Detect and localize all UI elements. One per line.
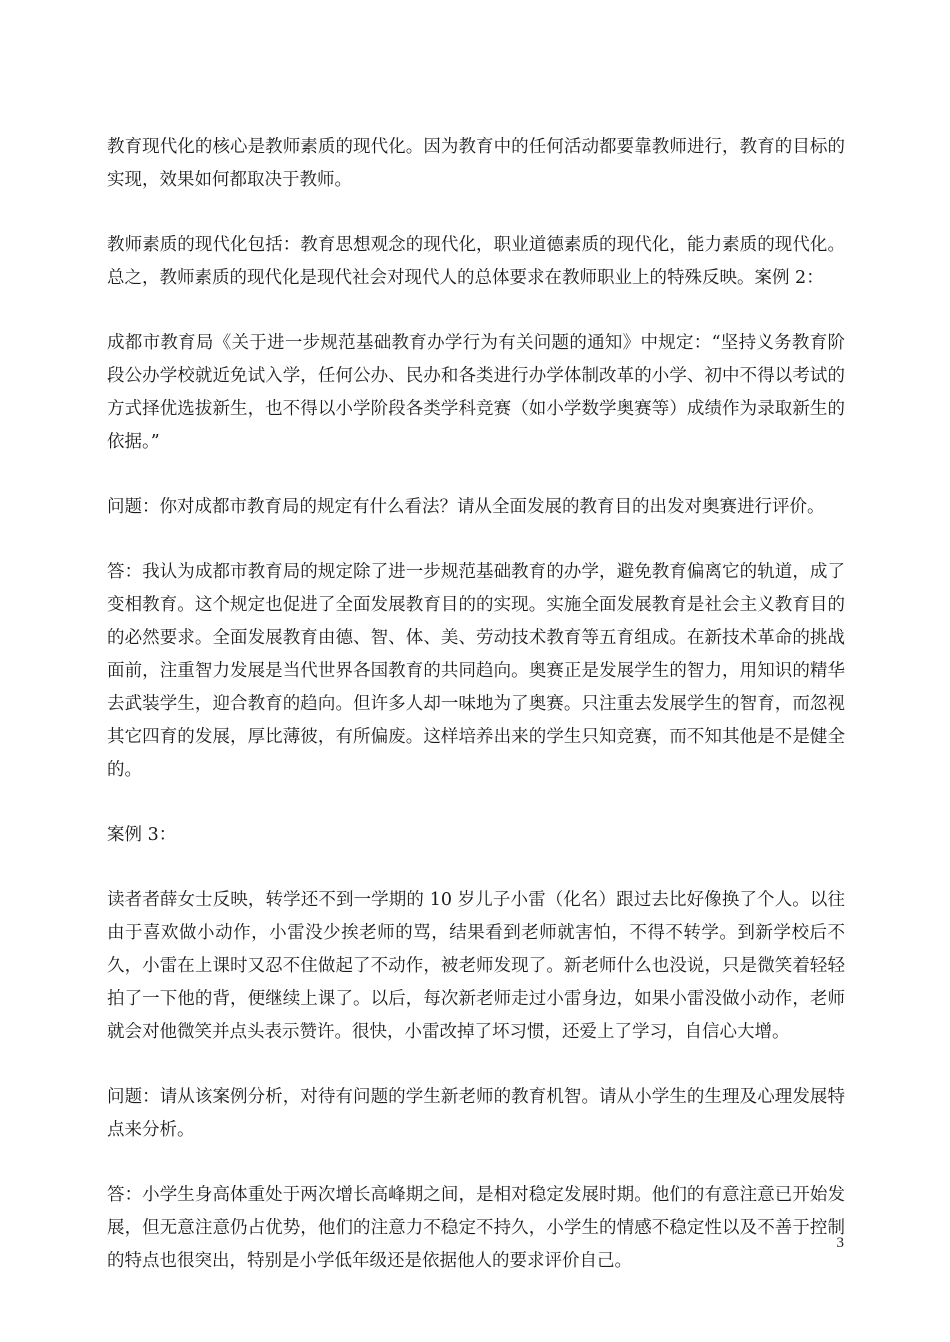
paragraph-case-3-story: 读者者薛女士反映，转学还不到一学期的 10 岁儿子小雷（化名）跟过去比好像换了个人。以往由于喜欢做小动作，小雷没少挨老师的骂，结果看到老师就害怕，不得不转学。到新学校后不久，小雷在上课时又忍不住做起了不动作，被老师发现了。新老师什么也没说，只是微笑着轻轻拍了一下他的背，便继续上课了。以后，每次新老师走过小雷身边，如果小雷没做小动作，老师就会对他微笑并点头表示赞许。很快，小雷改掉了坏习惯，还爱上了学习，自信心大增。 [107,890,845,1042]
paragraph-question-teaching-wisdom: 问题：请从该案例分析，对待有问题的学生新老师的教育机智。请从小学生的生理及心理发展特点来分析。 [107,1087,845,1140]
paragraph-case-3-heading: 案例 3： [107,825,177,845]
paragraph-teacher-quality-content: 教师素质的现代化包括：教育思想观念的现代化，职业道德素质的现代化，能力素质的现代化。总之，教师素质的现代化是现代社会对现代人的总体要求在教师职业上的特殊反映。案例 2： [107,235,845,288]
paragraph-answer-child-development: 答：小学生身高体重处于两次增长高峰期之间，是相对稳定发展时期。他们的有意注意已开始发展，但无意注意仍占优势，他们的注意力不稳定不持久，小学生的情感不稳定性以及不善于控制的特点也很突出，特别是小学低年级还是依据他人的要求评价自己。 [107,1185,845,1271]
paragraph-answer-olympiad: 答：我认为成都市教育局的规定除了进一步规范基础教育的办学，避免教育偏离它的轨道，成了变相教育。这个规定也促进了全面发展教育目的的实现。实施全面发展教育是社会主义教育目的的必然要求。全面发展教育由德、智、体、美、劳动技术教育等五育组成。在新技术革命的挑战面前，注重智力发展是当代世界各国教育的共同趋向。奥赛正是发展学生的智力，用知识的精华去武装学生，迎合教育的趋向。但许多人却一味地为了奥赛。只注重去发展学生的智育，而忽视其它四育的发展，厚比薄彼，有所偏废。这样培养出来的学生只知竞赛，而不知其他是不是健全的。 [107,562,845,780]
paragraph-teacher-modernization-core: 教育现代化的核心是教师素质的现代化。因为教育中的任何活动都要靠教师进行，教育的目标的实现，效果如何都取决于教师。 [107,137,845,190]
page-number: 3 [836,1235,844,1251]
document-body [107,131,845,1310]
paragraph-question-olympiad: 问题：你对成都市教育局的规定有什么看法？请从全面发展的教育目的出发对奥赛进行评价。 [107,497,825,517]
paragraph-chengdu-regulation: 成都市教育局《关于进一步规范基础教育办学行为有关问题的通知》中规定：“坚持义务教育阶段公办学校就近免试入学，任何公办、民办和各类进行办学体制改革的小学、初中不得以考试的方式择优选拔新生，也不得以小学阶段各类学科竞赛（如小学数学奥赛等）成绩作为录取新生的依据。” [107,333,845,452]
